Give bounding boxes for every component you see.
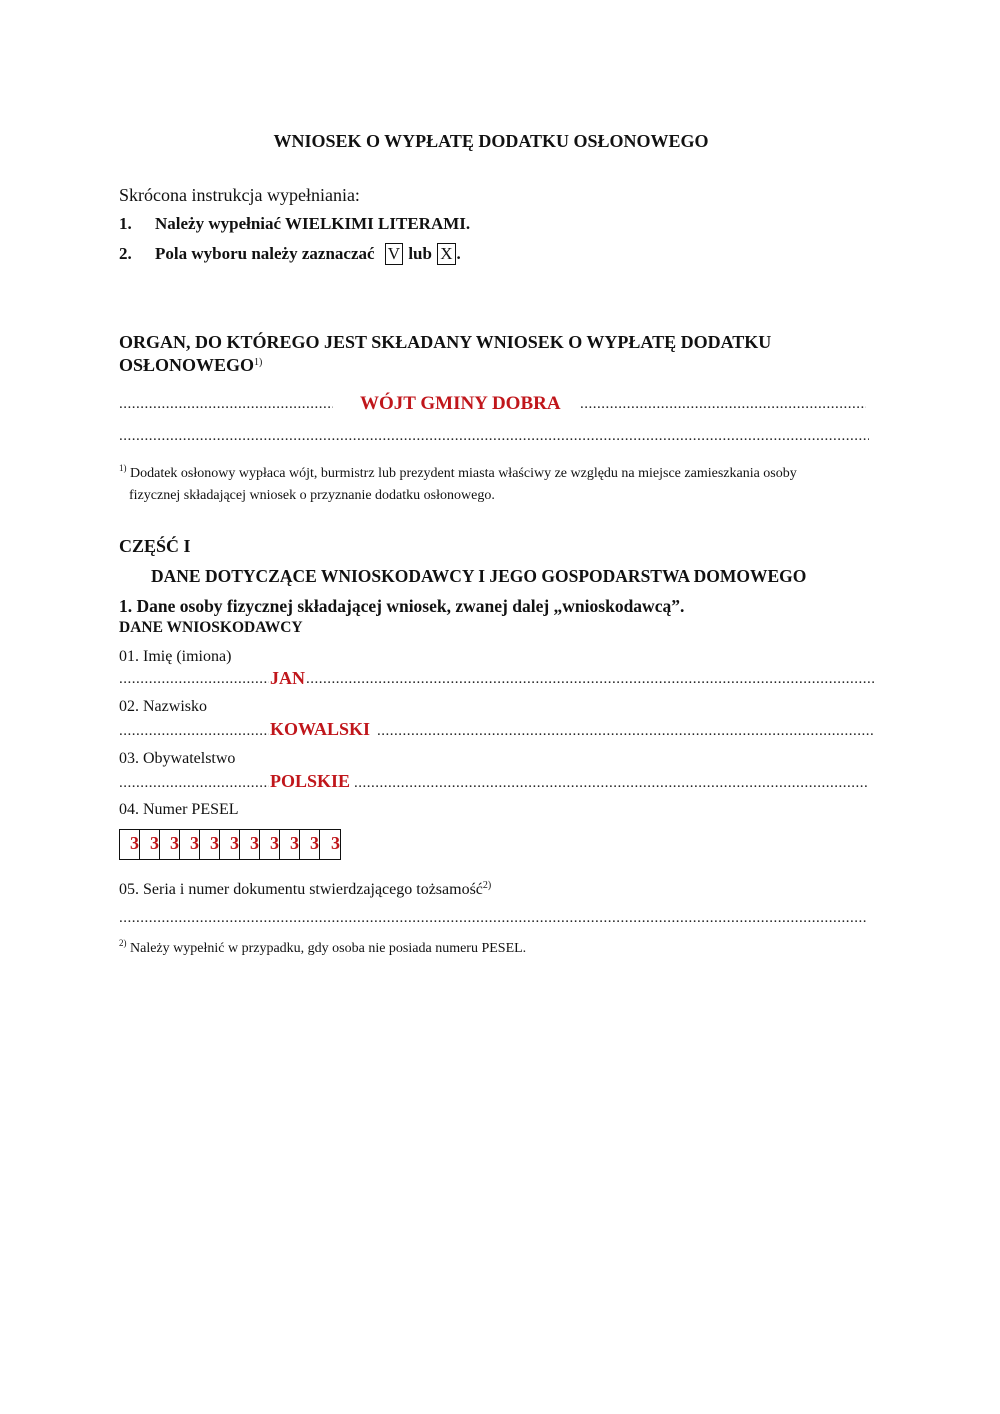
instruction-1-number: 1. <box>119 214 132 233</box>
pesel-digit-2[interactable]: 3 <box>140 830 160 859</box>
id-document-field[interactable] <box>119 910 867 927</box>
footnote-1 <box>119 463 797 507</box>
pesel-digit-8[interactable]: 3 <box>260 830 280 859</box>
footnote-2 <box>119 938 527 957</box>
pesel-digit-5[interactable]: 3 <box>200 830 220 859</box>
footnote-ref-2: 2) <box>482 880 492 891</box>
form-title: WNIOSEK O WYPŁATĘ DODATKU OSŁONOWEGO <box>273 131 709 151</box>
pesel-digit-9[interactable]: 3 <box>280 830 300 859</box>
footnote-2-mark: 2) <box>119 938 127 948</box>
organ-leader-left <box>119 396 333 413</box>
pesel-digit-6[interactable]: 3 <box>220 830 240 859</box>
applicant-section-title: DANE WNIOSKODAWCY <box>119 619 303 636</box>
footnote-2-text: Należy wypełnić w przypadku, gdy osoba nie posiada numeru PESEL. <box>130 941 527 956</box>
instruction-2-end: . <box>456 244 461 263</box>
instruction-1-text: Należy wypełniać WIELKIMI LITERAMI. <box>155 214 471 233</box>
instruction-2-or: lub <box>408 244 432 263</box>
pesel-label: 04. Numer PESEL <box>119 801 239 818</box>
pesel-digit-4[interactable]: 3 <box>180 830 200 859</box>
footnote-1-line1: Dodatek osłonowy wypłaca wójt, burmistrz lub prezydent miasta właściwy ze względu na miejsce zamieszkania osoby <box>130 466 797 481</box>
organ-leader-right <box>580 396 866 413</box>
part1-subheading: 1. Dane osoby fizycznej składającej wniosek, zwanej dalej „wnioskodawcą”. <box>119 596 685 616</box>
instruction-2-text: Pola wyboru należy zaznaczać <box>155 244 375 263</box>
pesel-digit-1[interactable]: 3 <box>120 830 140 859</box>
first-name-label: 01. Imię (imiona) <box>119 648 232 665</box>
checkbox-example-x: X <box>437 243 455 265</box>
citizenship-leader-left <box>119 775 269 792</box>
last-name-value[interactable]: KOWALSKI <box>270 719 371 739</box>
checkbox-example-v: V <box>385 243 403 265</box>
instruction-1 <box>119 214 470 234</box>
citizenship-label: 03. Obywatelstwo <box>119 750 236 767</box>
first-name-leader-left <box>119 671 269 688</box>
organ-leader-line2 <box>119 428 869 445</box>
last-name-leader-right <box>377 723 875 740</box>
footnote-1-line2: fizycznej składającej wniosek o przyznanie dodatku osłonowego. <box>129 488 495 503</box>
organ-heading-text: OSŁONOWEGO <box>119 355 255 375</box>
pesel-digit-7[interactable]: 3 <box>240 830 260 859</box>
instruction-2-num: 2. <box>119 244 132 263</box>
part1-label: CZĘŚĆ I <box>119 536 191 556</box>
organ-heading-line2 <box>119 355 262 376</box>
citizenship-leader-right <box>354 775 868 792</box>
id-document-label-text: 05. Seria i numer dokumentu stwierdzającego tożsamość <box>119 881 483 898</box>
last-name-label: 02. Nazwisko <box>119 698 207 715</box>
pesel-input-grid[interactable] <box>119 829 341 860</box>
footnote-ref-1: 1) <box>254 357 263 368</box>
pesel-digit-3[interactable]: 3 <box>160 830 180 859</box>
instruction-2 <box>119 243 461 265</box>
part1-heading: DANE DOTYCZĄCE WNIOSKODAWCY I JEGO GOSPODARSTWA DOMOWEGO <box>151 566 807 586</box>
footnote-1-mark: 1) <box>119 463 127 473</box>
first-name-leader-right <box>306 671 874 688</box>
id-document-label <box>119 881 491 899</box>
last-name-leader-left <box>119 723 269 740</box>
instructions-heading: Skrócona instrukcja wypełniania: <box>119 185 360 205</box>
organ-heading-line1: ORGAN, DO KTÓREGO JEST SKŁADANY WNIOSEK O WYPŁATĘ DODATKU <box>119 332 772 352</box>
organ-value[interactable]: WÓJT GMINY DOBRA <box>360 393 561 414</box>
citizenship-value[interactable]: POLSKIE <box>270 771 351 791</box>
pesel-digit-11[interactable]: 3 <box>331 833 340 853</box>
pesel-digit-10[interactable]: 3 <box>300 830 320 859</box>
first-name-value[interactable]: JAN <box>270 668 305 688</box>
